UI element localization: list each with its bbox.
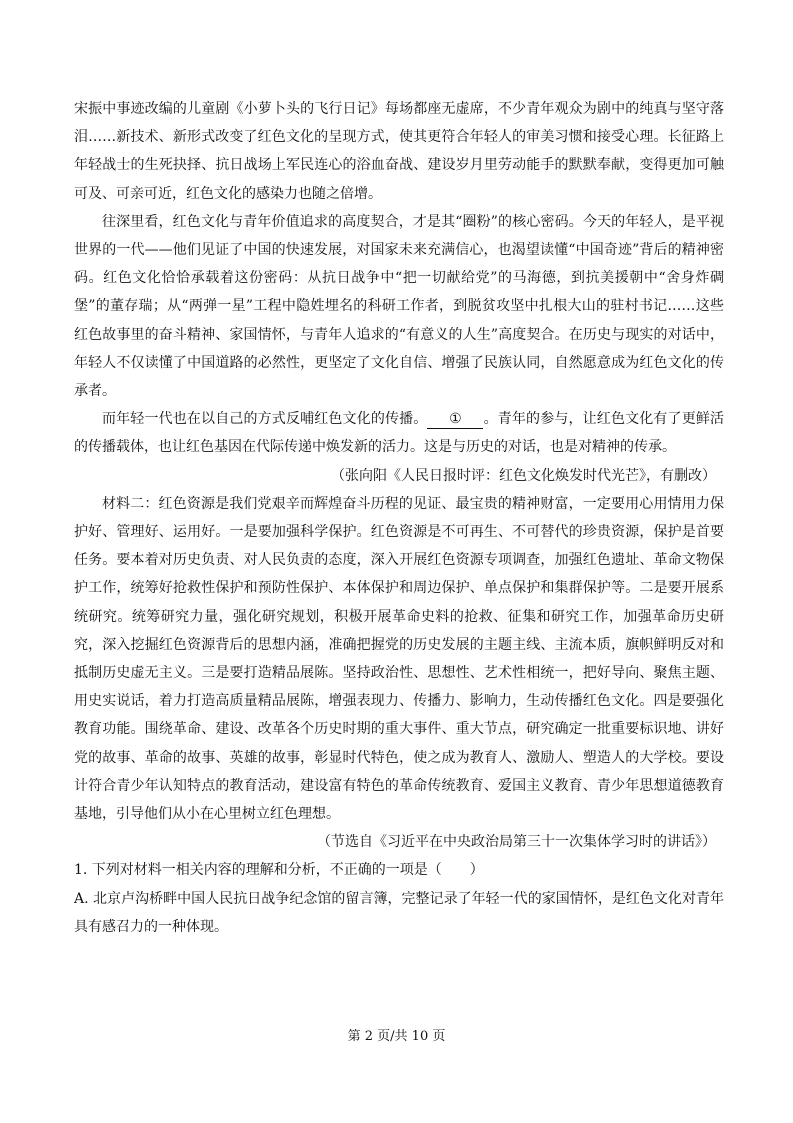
paragraph-3 — [74, 405, 724, 461]
question-1: 1. 下列对材料一相关内容的理解和分析，不正确的一项是（ ） — [74, 862, 484, 879]
paragraph-3-after: 。青年的参与，让红色文化有了更鲜活的传播载体，也让红色基因在代际传递中焕发新的活力。这是与历史的对话，也是对精神的传承。 — [74, 411, 725, 456]
paragraph-3-before: 而年轻一代也在以自己的方式反哺红色文化的传播。 — [102, 411, 428, 428]
document-body — [74, 95, 724, 941]
source-citation-1: （张向阳《人民日报时评：红色文化焕发时代光芒》，有删改） — [331, 467, 716, 484]
source-citation-2: （节选自《习近平在中央政治局第三十一次集体学习时的讲话》） — [317, 834, 716, 851]
paragraph-2: 往深里看，红色文化与青年价值追求的高度契合，才是其“圈粉”的核心密码。今天的年轻人，是平视世界的一代——他们见证了中国的快速发展，对国家未来充满信心，也渴望读懂“中国奇迹”背后的精神密码。红色文化恰恰承载着这份密码：从抗日战争中“把一切献给党”的马海德，到抗美援朝中“舍身炸碉堡”的董存瑞；从“两弹一星”工程中隐姓埋名的科研工作者，到脱贫攻坚中扎根大山的驻村书记……这些红色故事里的奋斗精神、家国情怀，与青年人追求的“有意义的人生”高度契合。在历史与现实的对话中，年轻人不仅读懂了中国道路的必然性，更坚定了文化自信、增强了民族认同，自然愿意成为红色文化的传承者。 — [74, 213, 724, 400]
paragraph-material-2: 材料二：红色资源是我们党艰辛而辉煌奋斗历程的见证、最宝贵的精神财富，一定要用心用情用力保护好、管理好、运用好。一是要加强科学保护。红色资源是不可再生、不可替代的珍贵资源，保护是首要任务。要本着对历史负责、对人民负责的态度，深入开展红色资源专项调查，加强红色遗址、革命文物保护工作，统筹好抢救性保护和预防性保护、本体保护和周边保护、单点保护和集群保护等。二是要开展系统研究。统筹研究力量，强化研究规划，积极开展革命史料的抢救、征集和研究工作，加强革命历史研究，深入挖掘红色资源背后的思想内涵，准确把握党的历史发展的主题主线、主流本质，旗帜鲜明反对和抵制历史虚无主义。三是要打造精品展陈。坚持政治性、思想性、艺术性相统一，把好导向、聚焦主题、用史实说话，着力打造高质量精品展陈，增强表现力、传播力、影响力，生动传播红色文化。四是要强化教育功能。围绕革命、建设、改革各个历史时期的重大事件、重大节点，研究确定一批重要标识地、讲好党的故事、革命的故事、英雄的故事，彰显时代特色，使之成为教育人、激励人、塑造人的大学校。要设计符合青少年认知特点的教育活动，建设富有特色的革命传统教育、爱国主义教育、青少年思想道德教育基地，引导他们从小在心里树立红色理想。 — [74, 495, 724, 823]
fill-blank-1: ① — [427, 410, 483, 429]
question-1-option-a: A. 北京卢沟桥畔中国人民抗日战争纪念馆的留言簿，完整记录了年轻一代的家国情怀，是红色文化对青年具有感召力的一种体现。 — [74, 890, 724, 935]
page-footer: 第 2 页/共 10 页 — [347, 1029, 446, 1044]
paragraph-1: 宋振中事迹改编的儿童剧《小萝卜头的飞行日记》每场都座无虚席，不少青年观众为剧中的纯真与坚守落泪……新技术、新形式改变了红色文化的呈现方式，使其更符合年轻人的审美习惯和接受心理。长征路上年轻战士的生死抉择、抗日战场上军民连心的浴血奋战、建设岁月里劳动能手的默默奉献，变得更加可触可及、可亲可近，红色文化的感染力也随之倍增。 — [74, 101, 724, 202]
